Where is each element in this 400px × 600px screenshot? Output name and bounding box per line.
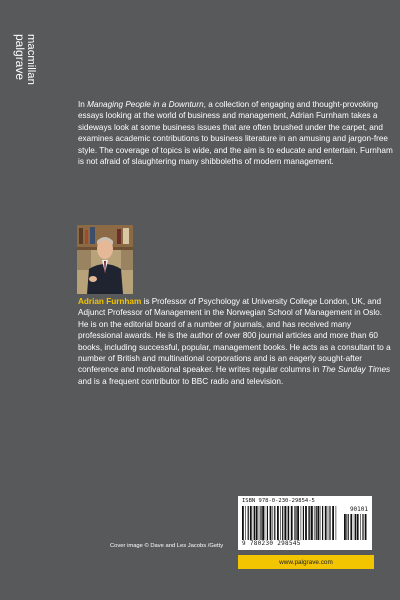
barcode-bar: [311, 506, 313, 540]
bio-text-2: and is a frequent contributor to BBC radio and television.: [78, 376, 284, 386]
logo-macmillan-text: macmillan: [25, 34, 37, 85]
barcode-bar: [297, 506, 299, 540]
blurb-body: , a collection of engaging and thought-provoking essays looking at the world of business and management, Adrian Furnham takes a sideways look at some business issues that are often brushed under the carpet, and examines academic contributions to business literature in an amusing and jargon-free style. The coverage of topics is wide, and the aim is to educate and entertain. Furnham is not afraid of slaughtering many shibboleths of modern management.: [78, 100, 393, 167]
barcode-bar: [329, 506, 330, 540]
barcode-addon-bars: [344, 514, 368, 540]
author-photo: [77, 225, 133, 294]
barcode-bar: [248, 506, 249, 540]
barcode-bar: [365, 514, 367, 540]
barcode-bar: [265, 506, 266, 540]
barcode-bar: [288, 506, 289, 540]
barcode-bar: [332, 506, 334, 540]
barcode-bar: [245, 506, 246, 540]
barcode: [238, 496, 372, 550]
barcode-price-code: 90101: [349, 506, 368, 513]
barcode-bar: [344, 514, 346, 540]
barcode-bar: [253, 506, 254, 540]
barcode-bar: [291, 506, 293, 540]
barcode-bar: [348, 514, 349, 540]
barcode-bar: [350, 514, 352, 540]
barcode-bar: [355, 514, 356, 540]
barcode-bar: [267, 506, 268, 540]
barcode-bar: [308, 506, 309, 540]
barcode-bar: [314, 506, 315, 540]
barcode-bar: [242, 506, 244, 540]
barcode-bar: [346, 514, 347, 540]
barcode-bar: [362, 514, 363, 540]
barcode-bar: [316, 506, 317, 540]
barcode-bar: [280, 506, 281, 540]
barcode-bar: [309, 506, 310, 540]
barcode-bar: [273, 506, 274, 540]
book-description: [78, 99, 394, 167]
newspaper-title: The Sunday Times: [321, 365, 391, 375]
barcode-bar: [274, 506, 275, 540]
author-biography: [78, 296, 394, 387]
barcode-bar: [317, 506, 319, 540]
author-name: Adrian Furnham: [78, 297, 142, 306]
barcode-bar: [250, 506, 252, 540]
barcode-bar: [287, 506, 288, 540]
barcode-bar: [336, 506, 337, 540]
barcode-bar: [277, 506, 279, 540]
barcode-bar: [328, 506, 329, 540]
barcode-bar: [322, 506, 323, 540]
barcode-bar: [262, 506, 264, 540]
barcode-bar: [305, 506, 307, 540]
book-title: Managing People in a Downturn: [87, 100, 204, 109]
bio-text-1: is Professor of Psychology at University College London, UK, and Adjunct Professor of Management in the Norwegian School of Management in Oslo. He is on the editorial board of a number of journals, and has received many professional awards. He is the author of over 800 journal articles and more than 60 books, including successful, popular, management books. He acts as a consultant to a number of British and multinational corporations and is an eagerly sought-after conference and motivational speaker. He writes regular columns in: [78, 297, 391, 375]
barcode-bar: [284, 506, 286, 540]
barcode-bar: [325, 506, 327, 540]
barcode-bar: [256, 506, 258, 540]
barcode-bar: [354, 514, 355, 540]
isbn-label: ISBN 978-0-230-29854-5: [242, 498, 315, 504]
barcode-bar: [270, 506, 272, 540]
barcode-number: 9 780230 298545: [242, 540, 301, 547]
barcode-bar: [357, 514, 359, 540]
barcode-bar: [295, 506, 296, 540]
barcode-bar: [259, 506, 260, 540]
palgrave-macmillan-logo: [2, 34, 38, 90]
barcode-bar: [320, 506, 321, 540]
barcode-bar: [301, 506, 302, 540]
barcode-bar: [303, 506, 304, 540]
logo-palgrave-text: palgrave: [13, 34, 27, 81]
barcode-bar: [254, 506, 255, 540]
barcode-bar: [260, 506, 261, 540]
barcode-bar: [294, 506, 295, 540]
blurb-intro: In: [78, 100, 88, 109]
barcode-bar: [282, 506, 283, 540]
publisher-website[interactable]: www.palgrave.com: [238, 555, 374, 569]
barcode-bar: [360, 514, 361, 540]
cover-image-credit: Cover image © Dave and Les Jacobs /Getty: [110, 543, 224, 549]
barcode-bars: [242, 506, 338, 540]
